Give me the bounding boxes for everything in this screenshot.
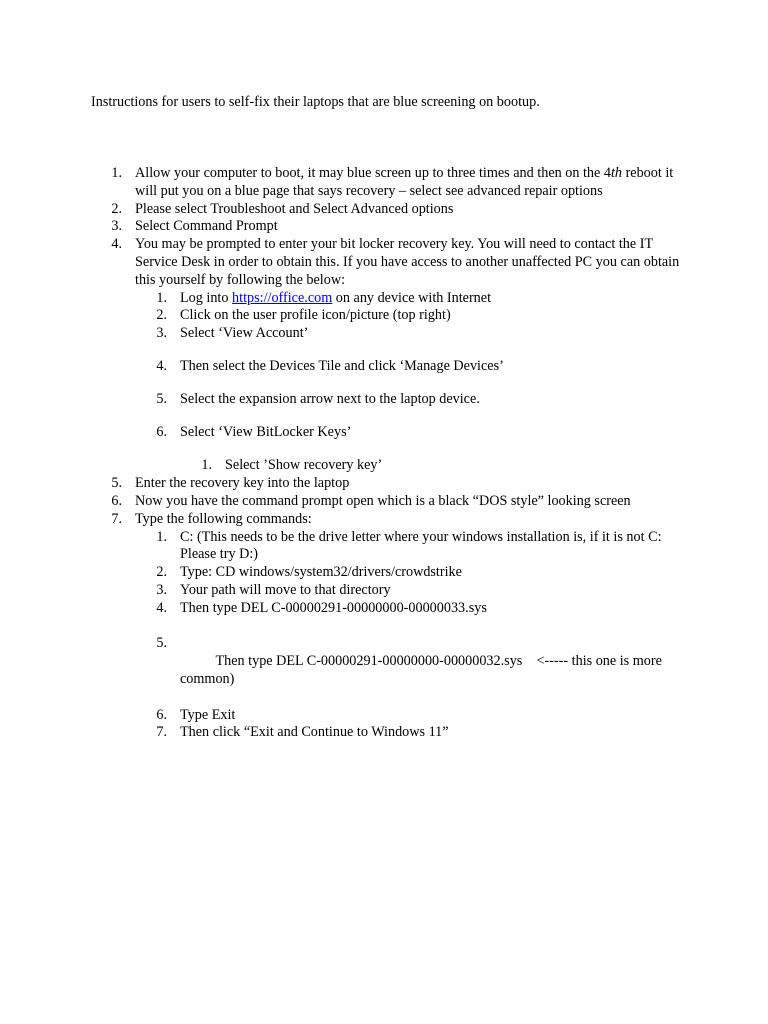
substep-text: Then select the Devices Tile and click ‘Manage Devices’ (180, 357, 504, 374)
substep-number: 5. (156, 390, 167, 407)
substep-2 (156, 307, 680, 325)
substep-text: Select ‘View Account’ (180, 325, 309, 342)
substep-text: Click on the user profile icon/picture (top right) (180, 307, 451, 324)
substep-3 (156, 325, 680, 343)
step-ordinal-suffix: th (610, 165, 623, 181)
command-step-4 (156, 599, 680, 618)
bitlocker-substeps-list (135, 290, 680, 476)
command-step-1 (156, 528, 680, 565)
step-text: Select Command Prompt (135, 218, 278, 235)
substep-number: 4. (156, 357, 167, 374)
substep-text: Select the expansion arrow next to the laptop device. (180, 390, 480, 407)
subsubstep-number: 1. (201, 457, 212, 474)
substep-number: 1. (156, 528, 167, 545)
command-step-3 (156, 581, 680, 600)
substep-text: Then click “Exit and Continue to Windows 11” (180, 724, 449, 741)
substep-text: Then type DEL C-00000291-00000000-00000032.sys <----- this one is more common) (180, 653, 666, 687)
substep-text: Select ‘View BitLocker Keys’ (180, 423, 352, 440)
step-text: Allow your computer to boot, it may blue screen up to three times and then on the 4 (135, 165, 611, 181)
step-2 (111, 200, 680, 219)
substep-number: 1. (156, 289, 167, 306)
step-number: 7. (111, 510, 122, 527)
step-number: 3. (111, 218, 122, 235)
main-steps-list (111, 165, 680, 742)
substep-text: Log into (180, 289, 233, 306)
substep-text: Your path will move to that directory (180, 581, 391, 598)
step-text: Enter the recovery key into the laptop (135, 475, 350, 492)
substep-1 (156, 289, 680, 308)
substep-number: 6. (156, 423, 167, 440)
step-3 (111, 218, 680, 236)
command-step-7 (156, 724, 680, 742)
substep-text: Type Exit (180, 706, 236, 723)
step-text: You may be prompted to enter your bit locker recovery key. You will need to contact the IT Service Desk in order to obtain this. If you have access to another unaffected PC you can obtain this yourself by following the below: (135, 236, 680, 288)
step-7 (111, 510, 680, 742)
step-text: Type the following commands: (135, 510, 312, 527)
substep-text-continued: on any device with Internet (332, 289, 492, 306)
step-number: 6. (111, 492, 122, 509)
subsubstep-1 (201, 457, 680, 475)
step-number: 4. (111, 236, 122, 253)
step-6 (111, 492, 680, 511)
step-number: 2. (111, 200, 122, 217)
step-5 (111, 475, 680, 493)
step-text-continued: reboot it will put you on a blue page that says recovery – select see advanced repair options (135, 165, 674, 199)
substep-text: C: (This needs to be the drive letter where your windows installation is, if it is not C: Please try D:) (180, 528, 662, 563)
step-1 (111, 165, 680, 201)
recovery-key-substeps-list (180, 457, 680, 475)
intro-text: Instructions for users to self-fix their laptops that are blue screening on bootup. (91, 94, 540, 110)
office-link[interactable]: https://office.com (232, 289, 333, 306)
step-text: Please select Troubleshoot and Select Advanced options (135, 200, 454, 217)
substep-number: 5. (156, 635, 167, 652)
substep-number: 6. (156, 706, 167, 723)
step-number: 1. (111, 165, 122, 181)
substep-number: 4. (156, 599, 167, 616)
substep-number: 3. (156, 325, 167, 342)
command-step-6 (156, 706, 680, 725)
subsubstep-text: Select ’Show recovery key’ (225, 457, 383, 474)
substep-6 (156, 423, 680, 476)
substep-5 (156, 390, 680, 409)
substep-text: Then type DEL C-00000291-00000000-00000033.sys (180, 599, 487, 616)
substep-number: 2. (156, 564, 167, 581)
substep-number: 7. (156, 724, 167, 741)
step-4 (111, 236, 680, 475)
command-step-5 (156, 618, 680, 707)
step-text: Now you have the command prompt open which is a black “DOS style” looking screen (135, 492, 631, 509)
substep-text: Type: CD windows/system32/drivers/crowdstrike (180, 564, 462, 581)
substep-number: 2. (156, 307, 167, 324)
step-number: 5. (111, 475, 122, 492)
command-step-2 (156, 564, 680, 582)
substep-number: 3. (156, 581, 167, 598)
commands-substeps-list (135, 529, 680, 743)
substep-4 (156, 357, 680, 376)
